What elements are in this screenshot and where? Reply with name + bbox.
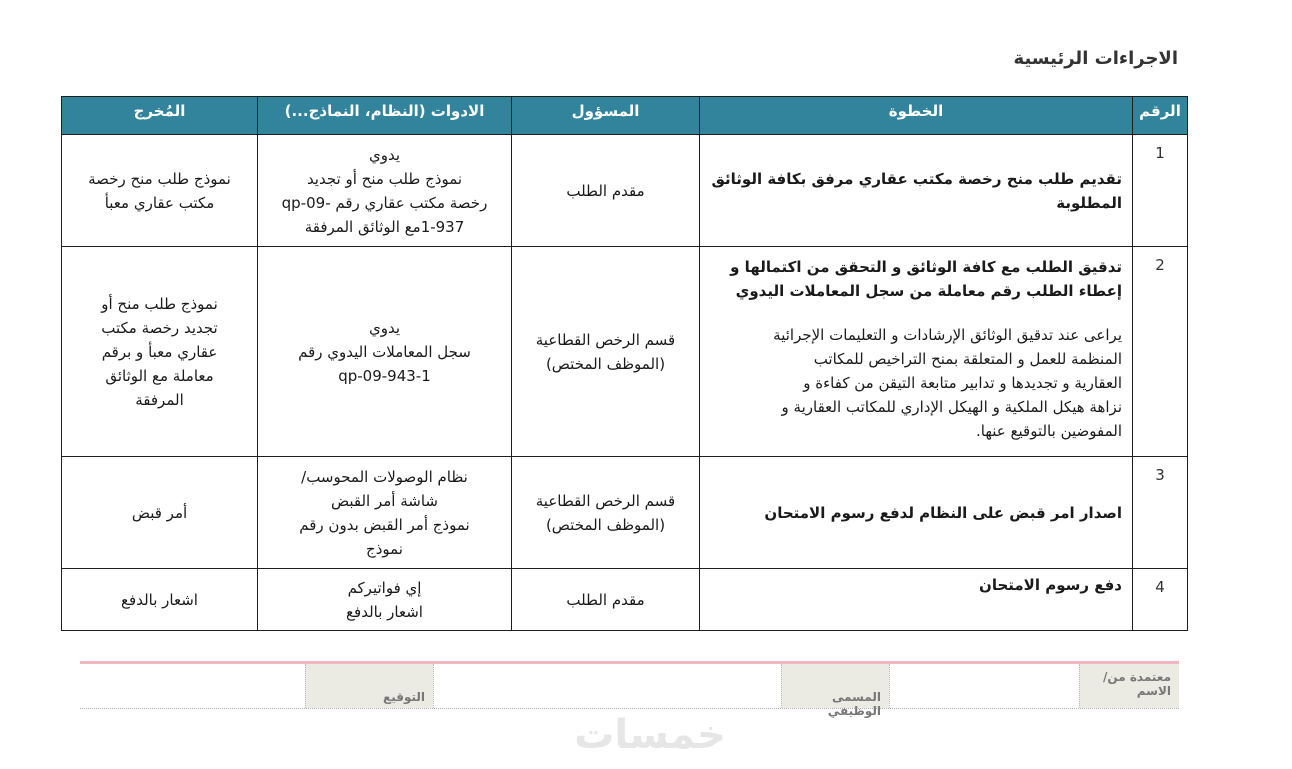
row-responsible [512, 457, 700, 569]
row-tools [258, 457, 512, 569]
header-step: الخطوة [700, 97, 1133, 135]
signature-label: التوقيع [383, 690, 425, 704]
row-num: 4 [1133, 569, 1188, 631]
output-line: المرفقة [135, 390, 184, 409]
header-responsible: المسؤول [512, 97, 700, 135]
row-responsible [512, 247, 700, 457]
tools-line: إي فواتيركم [347, 578, 422, 597]
output-line: نموذج طلب منح أو [101, 294, 218, 313]
table-row [62, 247, 1188, 457]
output-line: اشعار بالدفع [121, 590, 198, 609]
responsible-line: (الموظف المختص) [545, 354, 666, 373]
job-title-label: المسمى الوظيفي [827, 690, 881, 718]
responsible-line: قسم الرخص القطاعية [535, 330, 676, 349]
step-line: إعطاء الطلب رقم معاملة من سجل المعاملات اليدوي [735, 282, 1122, 300]
row-output [62, 569, 258, 631]
row-num: 3 [1133, 457, 1188, 569]
step-line: تقديم طلب منح رخصة مكتب عقاري مرفق بكافة الوثائق [711, 169, 1122, 188]
tools-line: يدوي [368, 145, 401, 164]
header-num: الرقم [1133, 97, 1188, 135]
row-step [700, 569, 1133, 631]
row-tools [258, 247, 512, 457]
output-line: تجديد رخصة مكتب [101, 318, 218, 337]
responsible-line: مقدم الطلب [566, 590, 645, 609]
procedures-table [61, 96, 1188, 631]
row-output [62, 457, 258, 569]
header-output: المُخرج [62, 97, 258, 135]
tools-line: qp-09-943-1 [338, 366, 431, 385]
tools-line: نموذج أمر القبض بدون رقم [299, 515, 470, 534]
watermark-logo: خمسات [574, 712, 726, 758]
note-line: المفوضين بالتوقيع عنها. [976, 422, 1122, 440]
header-tools: الادوات (النظام، النماذج...) [258, 97, 512, 135]
row-num: 1 [1133, 135, 1188, 247]
tools-line: رخصة مكتب عقاري رقم -qp-09 [281, 193, 488, 212]
table-row [62, 457, 1188, 569]
signature-label-cell [305, 664, 433, 708]
row-step [700, 247, 1133, 457]
table-header-row [62, 97, 1188, 135]
row-tools [258, 135, 512, 247]
output-line: نموذج طلب منح رخصة [88, 169, 231, 188]
signature-block [80, 661, 1179, 718]
responsible-line: مقدم الطلب [566, 181, 645, 200]
tools-line: يدوي [368, 318, 401, 337]
tools-line: اشعار بالدفع [346, 602, 423, 621]
table-row [62, 135, 1188, 247]
responsible-line: (الموظف المختص) [545, 515, 666, 534]
tools-line: نظام الوصولات المحوسب/ [301, 467, 468, 486]
note-line: يراعى عند تدقيق الوثائق الإرشادات و التعليمات الإجرائية [773, 326, 1122, 344]
approved-by-label-cell [1079, 664, 1179, 708]
signature-field[interactable] [80, 664, 305, 708]
note-line: العقارية و تجديدها و تدابير متابعة التيقن من كفاءة و [803, 374, 1122, 392]
row-output [62, 247, 258, 457]
step-line: المطلوبة [1056, 193, 1122, 212]
row-responsible [512, 569, 700, 631]
note-line: المنظمة للعمل و المتعلقة بمنح التراخيص للمكاتب [813, 350, 1122, 368]
output-line: أمر قبض [131, 503, 188, 522]
step-line: تدقيق الطلب مع كافة الوثائق و التحقق من اكتمالها و [730, 258, 1122, 276]
output-line: مكتب عقاري معبأ [104, 193, 215, 212]
job-title-field[interactable] [433, 664, 781, 708]
output-line: معاملة مع الوثائق [105, 366, 214, 385]
row-responsible [512, 135, 700, 247]
row-tools [258, 569, 512, 631]
tools-line: نموذج طلب منح أو تجديد [306, 169, 463, 188]
row-num: 2 [1133, 247, 1188, 457]
tools-line: نموذج [366, 539, 403, 558]
row-step [700, 457, 1133, 569]
tools-line: سجل المعاملات اليدوي رقم [298, 342, 471, 361]
name-field[interactable] [889, 664, 1079, 708]
note-line: نزاهة هيكل الملكية و الهيكل الإداري للمكاتب العقارية و [781, 398, 1122, 416]
approved-by-label: معتمدة من/ [1103, 670, 1171, 684]
step-note [710, 323, 1122, 443]
tools-line: شاشة أمر القبض [331, 491, 438, 510]
name-label: الاسم [1136, 684, 1171, 698]
table-row [62, 569, 1188, 631]
row-output [62, 135, 258, 247]
job-title-label-cell [781, 664, 889, 718]
responsible-line: قسم الرخص القطاعية [535, 491, 676, 510]
step-line: اصدار امر قبض على النظام لدفع رسوم الامتحان [764, 503, 1122, 522]
step-line: دفع رسوم الامتحان [979, 576, 1122, 594]
row-step [700, 135, 1133, 247]
output-line: عقاري معبأ و برقم [101, 342, 218, 361]
tools-line: 1-937مع الوثائق المرفقة [304, 217, 465, 236]
section-title: الاجراءات الرئيسية [1013, 48, 1178, 69]
